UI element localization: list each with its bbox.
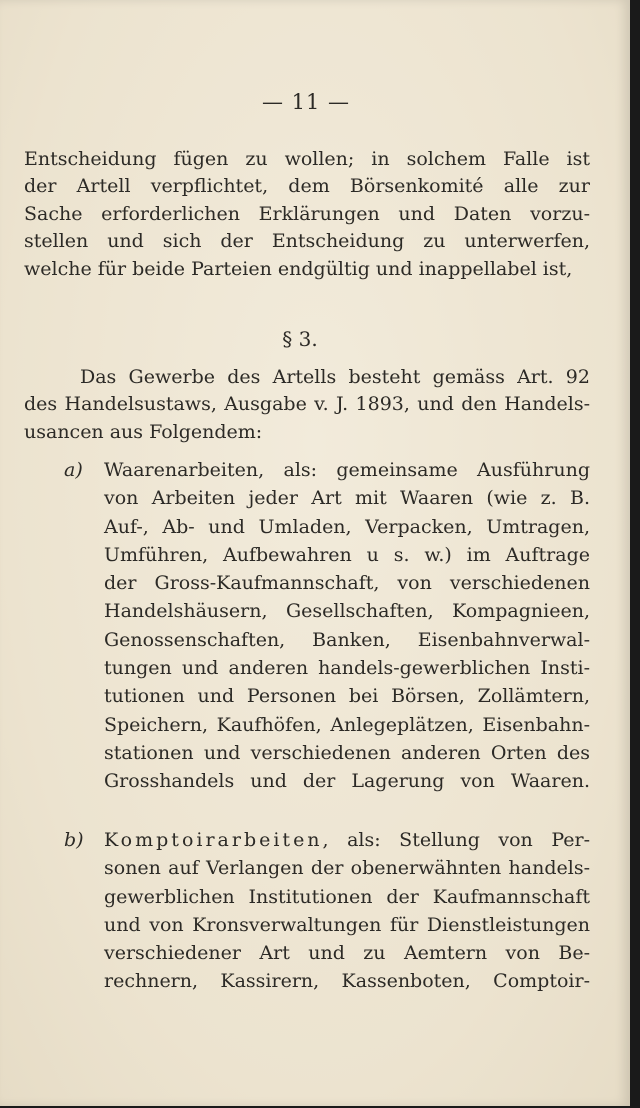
text-line: rechnern, Kassirern, Kassenboten, Comptoir- [104, 970, 590, 993]
item-a-text [104, 456, 590, 796]
text-line: Handelshäusern, Gesellschaften, Kompagnieen, [104, 600, 590, 623]
text-line: des Handelsustaws, Ausgabe v. J. 1893, und den Handels- [24, 393, 590, 416]
text-line: usancen aus Folgendem: [24, 420, 263, 443]
item-marker-a: a) [64, 459, 83, 481]
text-line: tutionen und Personen bei Börsen, Zollämtern, [104, 685, 590, 708]
section-paragraph [24, 364, 590, 446]
text-line: gewerblichen Institutionen der Kaufmannschaft [104, 885, 590, 908]
item-b-first-line-rest: , als: Stellung von Per- [322, 829, 590, 851]
text-line: Sache erforderlichen Erklärungen und Daten vorzu- [24, 202, 590, 225]
text-line: tungen und anderen handels-gewerblichen Insti- [104, 657, 590, 680]
text-line: Auf-, Ab- und Umladen, Verpacken, Umtragen, [104, 515, 590, 538]
intro-paragraph [24, 146, 590, 283]
text-line [104, 826, 590, 854]
text-line: welche für beide Parteien endgültig und inappellabel ist, [24, 257, 573, 280]
text-line: von Arbeiten jeder Art mit Waaren (wie z. B. [104, 487, 590, 510]
text-line: Waarenarbeiten, als: gemeinsame Ausführung [104, 459, 590, 481]
text-line: Grosshandels und der Lagerung von Waaren. [104, 770, 590, 793]
text-line: Entscheidung fügen zu wollen; in solchem Falle ist [24, 148, 590, 170]
item-b-text [104, 826, 590, 996]
text-line: Umführen, Aufbewahren u s. w.) im Auftrage [104, 543, 590, 566]
text-line: und von Kronsverwaltungen für Dienstleistungen [104, 913, 590, 936]
text-line: verschiedener Art und zu Aemtern von Be- [104, 942, 590, 965]
text-line: stationen und verschiedenen anderen Orten des [104, 741, 590, 764]
item-b-lead: Komptoirarbeiten [104, 829, 323, 851]
text-line: sonen auf Verlangen der obenerwähnten handels- [104, 857, 590, 880]
text-line: Das Gewerbe des Artells besteht gemäss Art. 92 [80, 366, 590, 388]
item-marker-b: b) [64, 829, 84, 851]
text-line: Genossenschaften, Banken, Eisenbahnverwal- [104, 628, 590, 651]
text-line: der Gross-Kaufmannschaft, von verschiedenen [104, 572, 590, 595]
page-number: — 11 — [261, 90, 351, 114]
section-heading: § 3. [282, 327, 318, 351]
text-line: Speichern, Kaufhöfen, Anlegeplätzen, Eisenbahn- [104, 713, 590, 736]
text-line: der Artell verpflichtet, dem Börsenkomité alle zur [24, 175, 590, 198]
text-line: stellen und sich der Entscheidung zu unterwerfen, [24, 230, 590, 253]
